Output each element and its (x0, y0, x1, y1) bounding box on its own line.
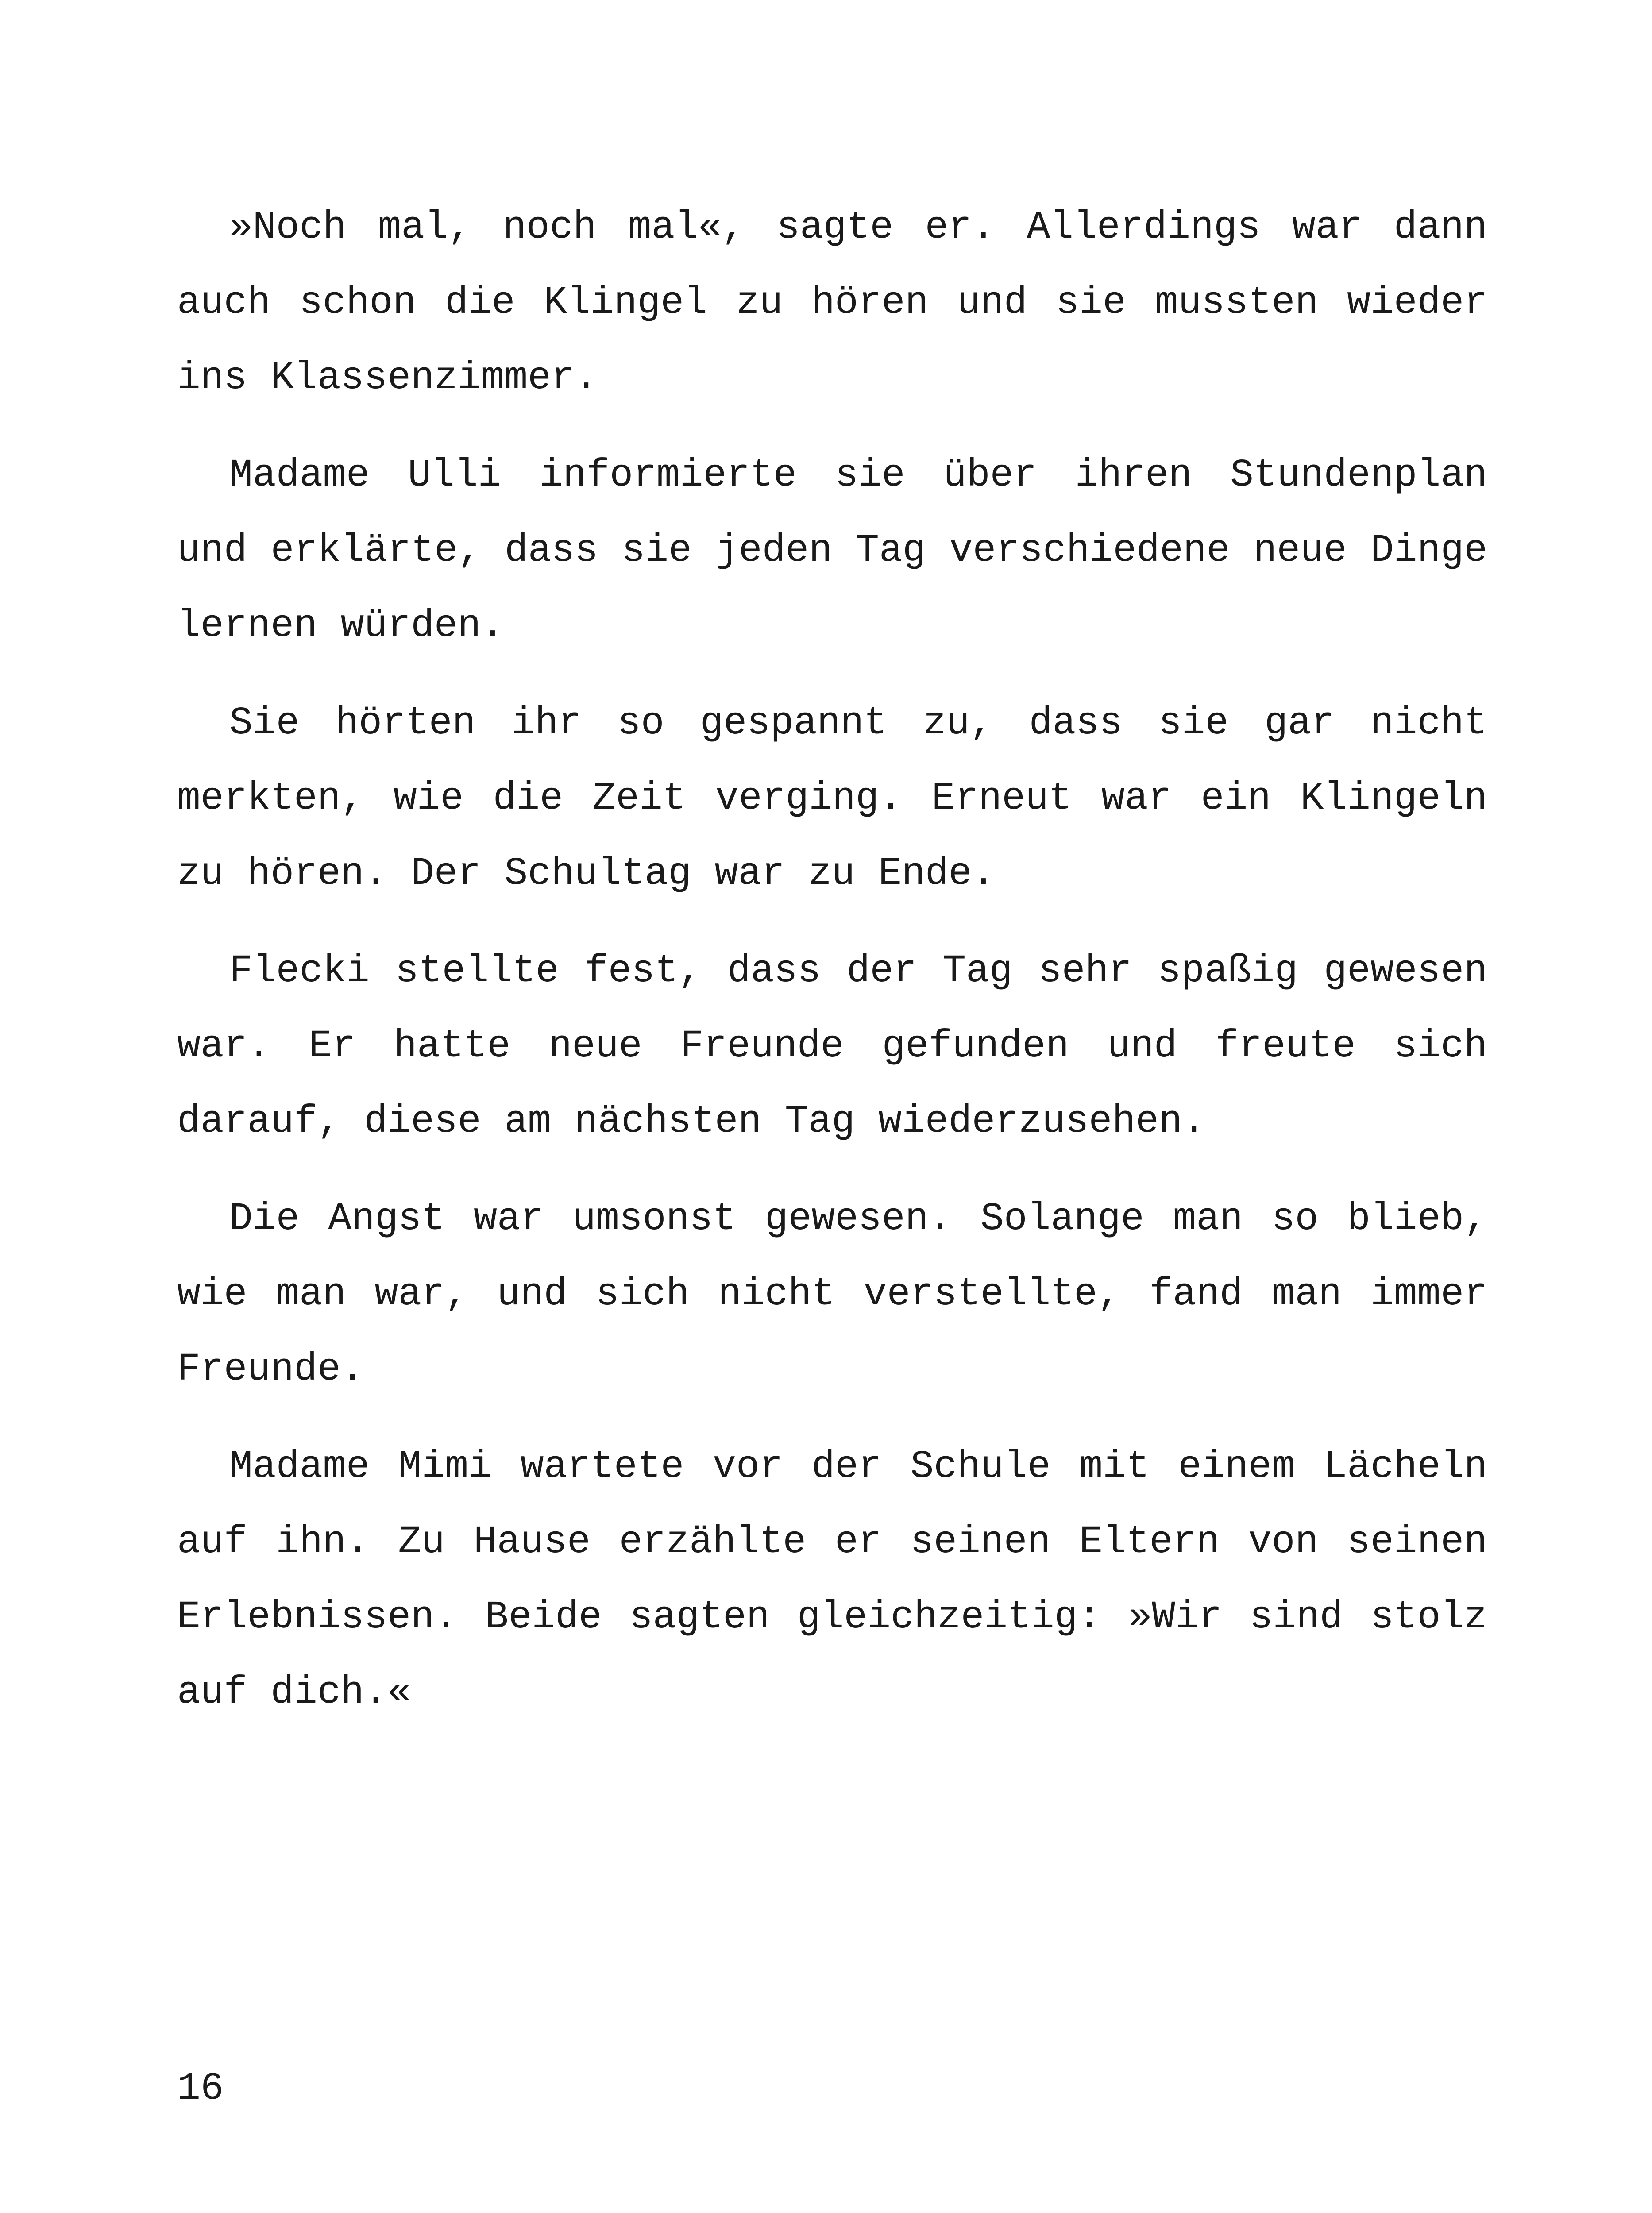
paragraph: Madame Mimi wartete vor der Schule mit einem Lächeln auf ihn. Zu Hause erzählte er seinen Eltern von seinen Erlebnissen. Beide sagten gleichzeitig: »Wir sind stolz auf dich.« (177, 1445, 1487, 1715)
paragraph: Sie hörten ihr so gespannt zu, dass sie gar nicht merkten, wie die Zeit verging. Erneut war ein Klingeln zu hören. Der Schultag war zu Ende. (177, 702, 1487, 896)
paragraph: Madame Ulli informierte sie über ihren Stundenplan und erklärte, dass sie jeden Tag verschiedene neue Dinge lernen würden. (177, 454, 1487, 648)
paragraph: Die Angst war umsonst gewesen. Solange man so blieb, wie man war, und sich nicht verstellte, fand man immer Freunde. (177, 1197, 1487, 1392)
page-number: 16 (177, 2067, 224, 2111)
paragraph: Flecki stellte fest, dass der Tag sehr spaßig gewesen war. Er hatte neue Freunde gefunden und freute sich darauf, diese am nächsten Tag wiederzusehen. (177, 949, 1487, 1144)
paragraph: »Noch mal, noch mal«, sagte er. Allerdings war dann auch schon die Klingel zu hören und sie mussten wieder ins Klassenzimmer. (177, 206, 1487, 400)
body-text (177, 190, 1487, 1753)
